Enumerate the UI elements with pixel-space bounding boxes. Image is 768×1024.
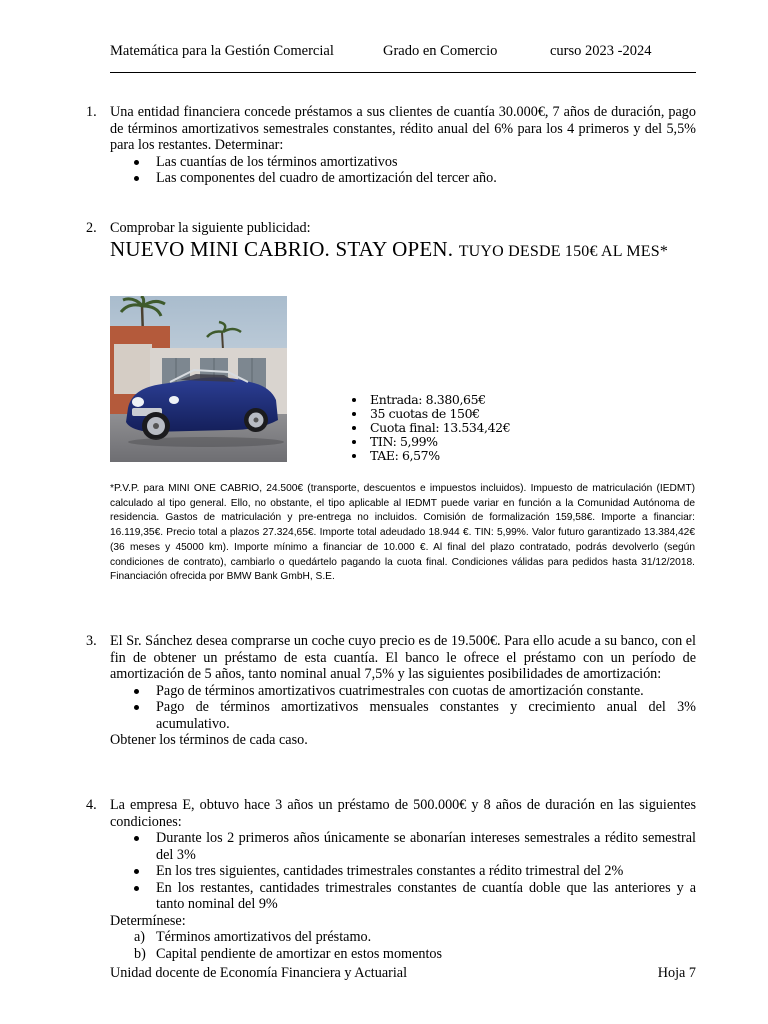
header-degree: Grado en Comercio: [383, 43, 498, 59]
list-item: 35 cuotas de 150€: [344, 407, 544, 421]
footer-page-number: Hoja 7: [657, 965, 696, 981]
mini-cabrio-photo: [110, 296, 287, 462]
problem-1-text: Una entidad financiera concede préstamos a sus clientes de cuantía 30.000€, 7 años de duración, pago de términos amortizativos semestrales constantes, rédito anual del 6% para los 4 primeros y del 5,5% para los restantes. Determinar:: [110, 104, 696, 153]
footer-unit: Unidad docente de Economía Financiera y Actuarial: [110, 965, 408, 981]
problem-3-bullets: [110, 683, 696, 733]
subitem-label: b): [134, 945, 146, 962]
list-item: Las componentes del cuadro de amortización del tercer año.: [110, 170, 696, 187]
list-item: Cuota final: 13.534,42€: [344, 421, 544, 435]
problem-4: [110, 797, 696, 962]
list-item: [110, 946, 696, 963]
problem-1-bullets: [110, 154, 696, 187]
list-item: Entrada: 8.380,65€: [344, 393, 544, 407]
ad-fine-print: *P.V.P. para MINI ONE CABRIO, 24.500€ (transporte, descuentos e impuestos incluidos). Impuesto de matriculación (IEDMT) calculado al tipo general. Ello, no obstante, el tipo aplicable al IEDMT puede variar en función a la Comunidad Autónoma de residencia. Gastos de matriculación y pre-entrega no incluidos. Comisión de formalización 159,58€. Importe a financiar: 16.119,35€. Precio total a plazos 27.324,65€. Importe total adeudado 18.944 €. TIN: 5,99%. Valor futuro garantizado 13.384,42€ (36 meses y 45000 km). Importe mínimo a financiar de 10.000 €. Al final del plazo contratado, podrás devolverlo (según condiciones de contrato), cambiarlo o quedártelo pagando la cuota final. Condiciones válidas para pedidos hasta 31/12/2018. Financiación ofrecida por BMW Bank GmbH, S.E.: [110, 483, 695, 583]
ad-title-big: NUEVO MINI CABRIO. STAY OPEN.: [110, 236, 454, 261]
page-footer: [110, 965, 696, 983]
list-item: Pago de términos amortizativos cuatrimestrales con cuotas de amortización constante.: [110, 683, 696, 700]
problem-2-number: 2.: [86, 220, 97, 236]
car-illustration: [110, 296, 287, 462]
ad-title: [110, 238, 696, 263]
subitem-label: a): [134, 929, 146, 945]
problem-4-number: 4.: [86, 797, 97, 813]
problem-3: [110, 633, 696, 749]
ad-specs: [344, 393, 544, 463]
problem-4-subitems: [110, 929, 696, 962]
problem-4-bullets: [110, 830, 696, 913]
list-item: En los restantes, cantidades trimestrales constantes de cuantía doble que las anteriores y a tanto nominal del 9%: [110, 880, 696, 913]
problem-2: [110, 220, 696, 263]
problem-3-text: El Sr. Sánchez desea comprarse un coche cuyo precio es de 19.500€. Para ello acude a su banco, con el fin de obtener un préstamo de esta cuantía. El banco le ofrece el préstamo con un período de amortización de 5 años, tanto nominal anual 7,5% y las siguientes posibilidades de amortización:: [110, 633, 696, 682]
list-item: Durante los 2 primeros años únicamente se abonarían intereses semestrales a rédito semestral del 3%: [110, 830, 696, 863]
problem-3-number: 3.: [86, 633, 97, 649]
problem-4-closing: Determínese:: [110, 912, 186, 929]
problem-2-text: Comprobar la siguiente publicidad:: [110, 220, 311, 236]
problem-1-number: 1.: [86, 104, 97, 120]
subitem-text: Capital pendiente de amortizar en estos momentos: [156, 945, 443, 962]
problem-4-text: La empresa E, obtuvo hace 3 años un préstamo de 500.000€ y 8 años de duración en las siguientes condiciones:: [110, 797, 696, 830]
page-header: [110, 43, 696, 63]
ad-title-small: TUYO DESDE 150€ AL MES*: [458, 242, 669, 260]
list-item: TIN: 5,99%: [344, 435, 544, 449]
list-item: Pago de términos amortizativos mensuales constantes y crecimiento anual del 3% acumulativo.: [110, 699, 696, 732]
header-year: curso 2023 -2024: [550, 43, 652, 59]
list-item: [110, 929, 696, 946]
problem-1: [110, 104, 696, 187]
header-rule: [110, 72, 696, 73]
problem-3-closing: Obtener los términos de cada caso.: [110, 732, 308, 748]
list-item: En los tres siguientes, cantidades trimestrales constantes a rédito trimestral del 2%: [110, 863, 696, 880]
list-item: Las cuantías de los términos amortizativos: [110, 154, 696, 171]
subitem-text: Términos amortizativos del préstamo.: [156, 929, 372, 945]
header-course: Matemática para la Gestión Comercial: [110, 43, 334, 59]
list-item: TAE: 6,57%: [344, 449, 544, 463]
